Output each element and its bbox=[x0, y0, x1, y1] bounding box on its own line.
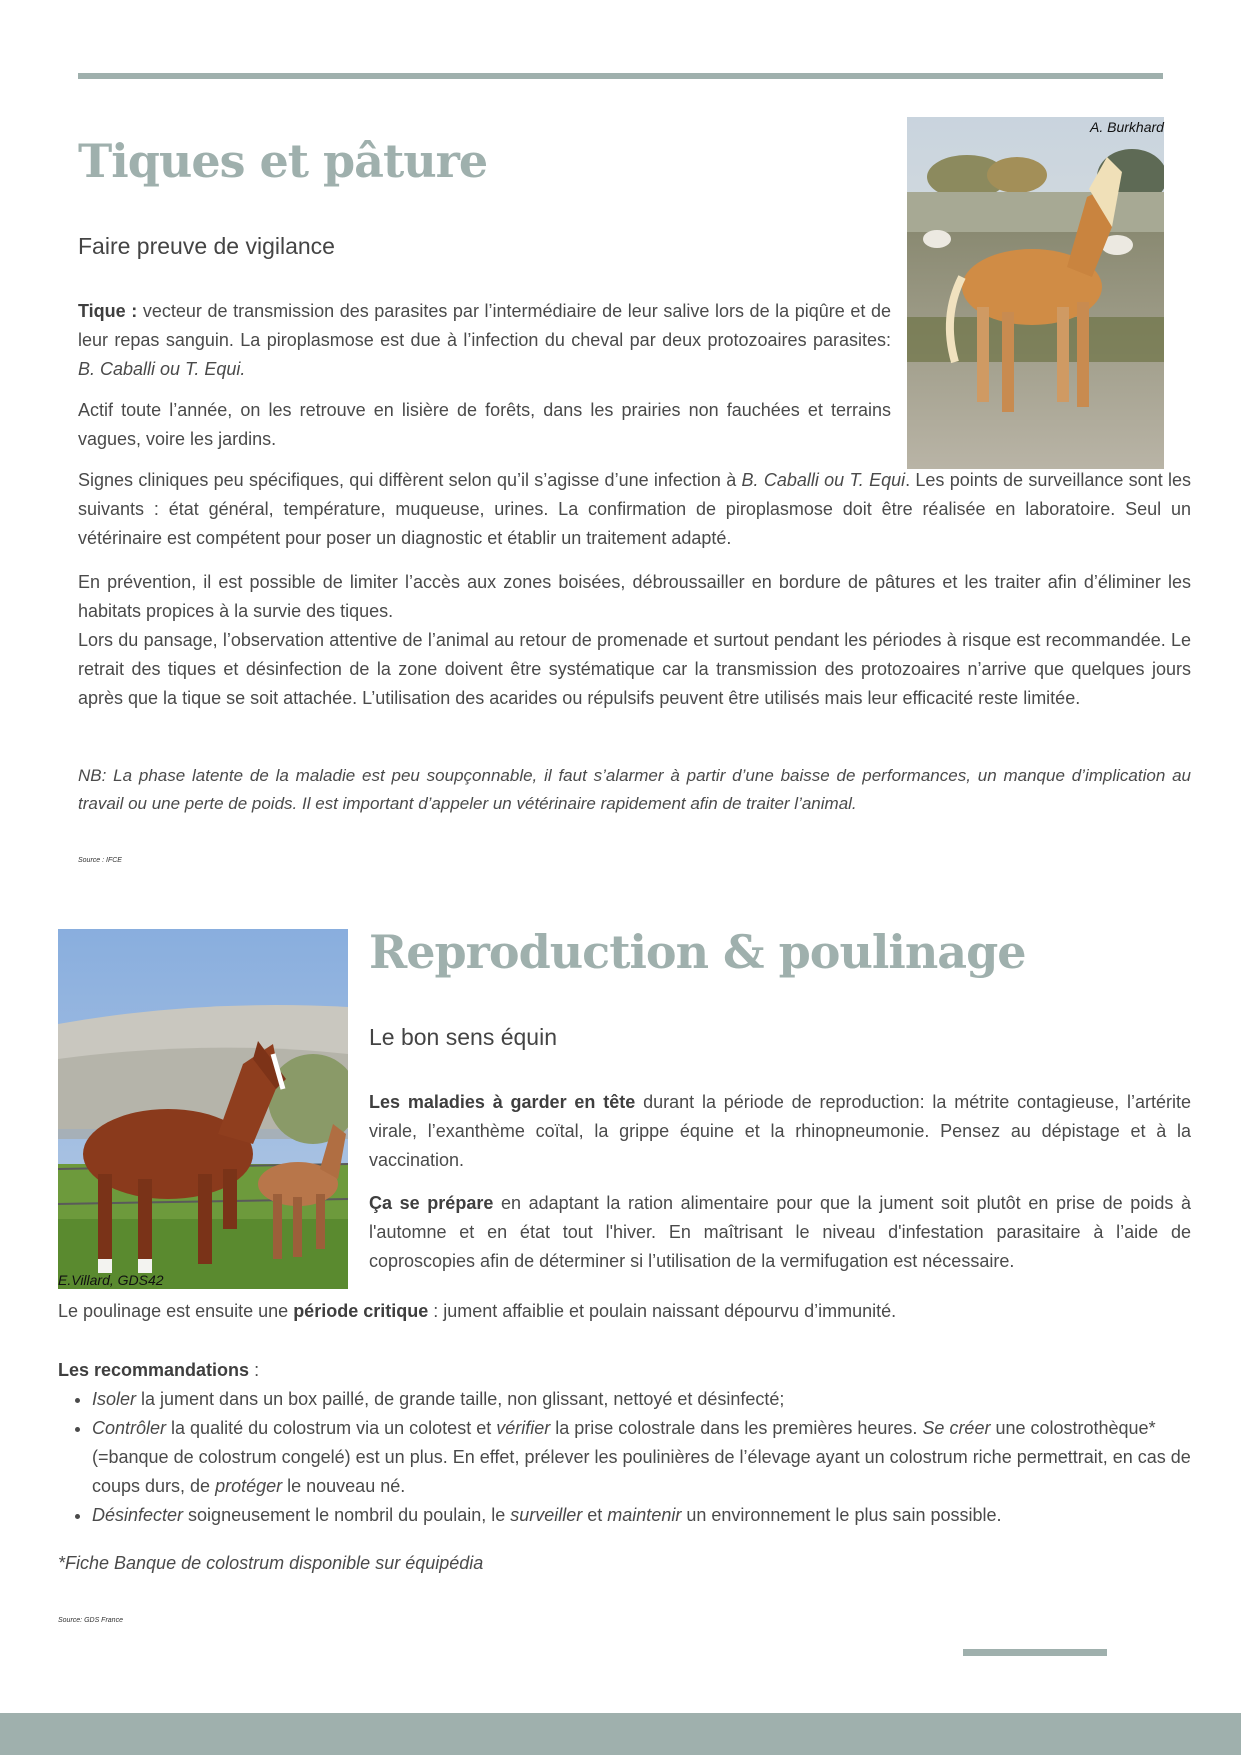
paragraph-tique bbox=[78, 297, 891, 384]
paragraph-text: En prévention, il est possible de limiter l’accès aux zones boisées, débroussailler en bordure de pâtures et les traiter afin d’éliminer les habitats propices à la survie des tiques. bbox=[78, 572, 1191, 621]
item-text: le nouveau né. bbox=[282, 1476, 406, 1496]
item-text: la qualité du colostrum via un colotest et bbox=[166, 1418, 497, 1438]
paragraph-lead: Les maladies à garder en tête bbox=[369, 1092, 636, 1112]
paragraph-text: . Les points de surveillance sont les suivants : état général, température, muqueuse, urines. La confirmation de piroplasmose doit être réalisée en laboratoire. Seul un vétérinaire est compétent pour poser un diagnostic et établir un traitement adapté. bbox=[78, 470, 1191, 548]
paragraph-text: : jument affaiblie et poulain naissant dépourvu d’immunité. bbox=[428, 1301, 897, 1321]
haflinger-horse-photo bbox=[907, 117, 1164, 469]
italic-verb: Se créer bbox=[922, 1418, 991, 1438]
photo-credit-villard: E.Villard, GDS42 bbox=[58, 1272, 164, 1288]
italic-verb: Contrôler bbox=[92, 1418, 167, 1438]
paragraph-text: Signes cliniques peu spécifiques, qui diffèrent selon qu’il s’agisse d’une infection à bbox=[78, 470, 742, 490]
item-text: soigneusement le nombril du poulain, le bbox=[183, 1505, 511, 1525]
paragraph-signes bbox=[78, 466, 1191, 553]
recommendations-heading bbox=[58, 1356, 658, 1385]
italic-verb: protéger bbox=[215, 1476, 283, 1496]
paragraph-maladies bbox=[369, 1088, 1191, 1175]
italic-verb: Désinfecter bbox=[92, 1505, 184, 1525]
mare-and-foal-photo bbox=[58, 929, 348, 1289]
paragraph-preparation bbox=[369, 1189, 1191, 1276]
paragraph-lead: Tique : bbox=[78, 301, 138, 321]
italic-verb: vérifier bbox=[496, 1418, 551, 1438]
section-title-tiques: Tiques et pâture bbox=[78, 134, 488, 188]
item-text: et bbox=[582, 1505, 608, 1525]
paragraph-text: Lors du pansage, l’observation attentive de l’animal au retour de promenade et surtout pendant les périodes à risque est recommandée. Le retrait des tiques et désinfection de la zone doivent être systématique car la transmission des protozoaires n’arrive que quelques jours après que la tique se soit attachée. L’utilisation des acarides ou répulsifs peuvent être utilisés mais leur efficacité reste limitée. bbox=[78, 630, 1191, 708]
note-nb: NB: La phase latente de la maladie est peu soupçonnable, il faut s’alarmer à partir d’une baisse de performances, un manque d’implication au travail ou une perte de poids. Il est important d’appeler un vétérinaire rapidement afin de traiter l’animal. bbox=[78, 766, 1191, 813]
section-title-reproduction: Reproduction & poulinage bbox=[369, 925, 1026, 979]
top-rule bbox=[78, 73, 1163, 79]
italic-verb: surveiller bbox=[510, 1505, 583, 1525]
paragraph-italic: B. Caballi ou T. Equi. bbox=[78, 359, 246, 379]
paragraph-lead: Ça se prépare bbox=[369, 1193, 494, 1213]
paragraph-text: en adaptant la ration alimentaire pour que la jument soit plutôt en prise de poids à l'automne et en état tout l'hiver. En maîtrisant le niveau d'infestation parasitaire à l’aide de coproscopies afin de déterminer si l’utilisation de la vermifugation est nécessaire. bbox=[369, 1193, 1191, 1271]
paragraph-poulinage bbox=[58, 1297, 1191, 1326]
item-text: la jument dans un box paillé, de grande taille, non glissant, nettoyé et désinfecté; bbox=[136, 1389, 785, 1409]
italic-verb: Isoler bbox=[92, 1389, 137, 1409]
source-ifce: Source : IFCE bbox=[78, 857, 122, 864]
paragraph-prevention bbox=[78, 568, 1191, 713]
paragraph-text: vecteur de transmission des parasites par l’intermédiaire de leur salive lors de la piqûre et de leur repas sanguin. La piroplasmose est due à l’infection du cheval par deux protozoaires parasites: bbox=[78, 301, 892, 350]
section-subtitle-vigilance: Faire preuve de vigilance bbox=[78, 233, 335, 259]
list-item bbox=[92, 1385, 1191, 1414]
heading-colon: : bbox=[249, 1360, 260, 1380]
italic-verb: maintenir bbox=[607, 1505, 682, 1525]
recommendations-list bbox=[58, 1385, 1191, 1530]
photo-credit-burkhard: A. Burkhard bbox=[1090, 119, 1164, 135]
item-text: la prise colostrale dans les premières heures. bbox=[550, 1418, 923, 1438]
section-subtitle-bon-sens: Le bon sens équin bbox=[369, 1024, 557, 1050]
item-text: un environnement le plus sain possible. bbox=[681, 1505, 1002, 1525]
bottom-accent-rule bbox=[963, 1649, 1107, 1656]
footer-band bbox=[0, 1713, 1241, 1755]
paragraph-habitat: Actif toute l’année, on les retrouve en lisière de forêts, dans les prairies non fauchées et terrains vagues, voire les jardins. bbox=[78, 400, 891, 449]
footnote-colostrum: *Fiche Banque de colostrum disponible sur équipédia bbox=[58, 1553, 484, 1573]
list-item bbox=[92, 1501, 1191, 1530]
item-text: une colostrothèque* (=banque de colostrum congelé) est un plus. En effet, prélever les poulinières de l’élevage ayant un colostrum riche permettrait, en cas de coups durs, de bbox=[92, 1418, 1191, 1496]
list-item bbox=[92, 1414, 1191, 1501]
source-gds-france: Source: GDS France bbox=[58, 1617, 123, 1624]
heading-bold: Les recommandations bbox=[58, 1360, 250, 1380]
paragraph-text: Le poulinage est ensuite une bbox=[58, 1301, 294, 1321]
paragraph-italic: B. Caballi ou T. Equi bbox=[741, 470, 906, 490]
paragraph-bold: période critique bbox=[293, 1301, 429, 1321]
paragraph-text: durant la période de reproduction: la métrite contagieuse, l’artérite virale, l’exanthème coïtal, la grippe équine et la rhinopneumonie. Pensez au dépistage et à la vaccination. bbox=[369, 1092, 1191, 1170]
